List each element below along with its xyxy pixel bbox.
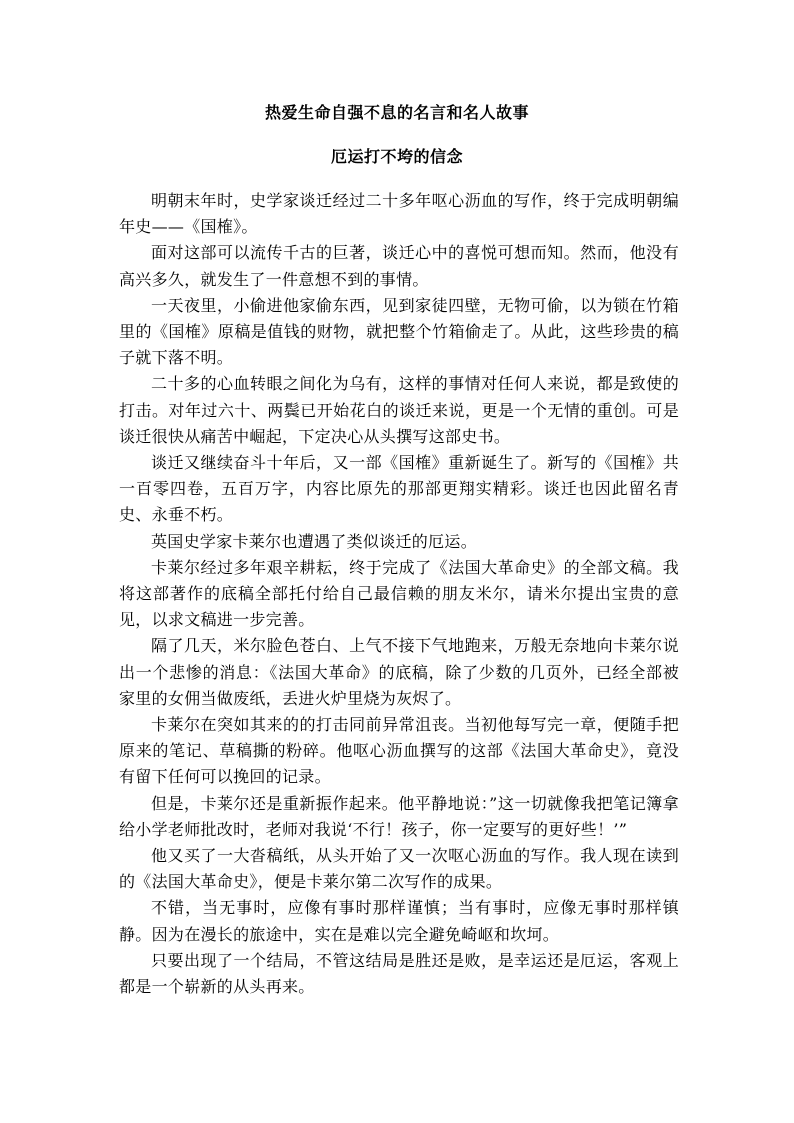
paragraph: 二十多的心血转眼之间化为乌有，这样的事情对任何人来说，都是致使的打击。对年过六十、两鬓已开始花白的谈迁来说，更是一个无情的重创。可是谈迁很快从痛苦中崛起，下定决心从头撰写这部史书。 [119, 374, 679, 446]
paragraph: 隔了几天，米尔脸色苍白、上气不接下气地跑来，万般无奈地向卡莱尔说出一个悲惨的消息：《法国大革命》的底稿，除了少数的几页外，已经全部被家里的女佣当做废纸，丢进火炉里烧为灰烬了。 [119, 636, 679, 708]
paragraph: 一天夜里，小偷进他家偷东西，见到家徒四壁，无物可偷，以为锁在竹箱里的《国榷》原稿是值钱的财物，就把整个竹箱偷走了。从此，这些珍贵的稿子就下落不明。 [119, 295, 679, 368]
paragraph: 卡莱尔在突如其来的的打击同前异常沮丧。当初他每写完一章，便随手把原来的笔记、草稿撕的粉碎。他呕心沥血撰写的这部《法国大革命史》，竟没有留下任何可以挽回的记录。 [119, 715, 679, 787]
paragraph: 明朝末年时，史学家谈迁经过二十多年呕心沥血的写作，终于完成明朝编年史——《国榷》。 [119, 191, 679, 237]
paragraph: 但是，卡莱尔还是重新振作起来。他平静地说：”这一切就像我把笔记簿拿给小学老师批改时，老师对我说‘不行！孩子，你一定要写的更好些！’” [119, 793, 679, 839]
paragraph: 英国史学家卡莱尔也遭遇了类似谈迁的厄运。 [151, 531, 478, 551]
document-body [119, 188, 679, 1000]
paragraph: 面对这部可以流传千古的巨著，谈迁心中的喜悦可想而知。然而，他没有高兴多久，就发生了一件意想不到的事情。 [119, 243, 679, 289]
paragraph: 不错，当无事时，应像有事时那样谨慎；当有事时，应像无事时那样镇静。因为在漫长的旅途中，实在是难以完全避免崎岖和坎坷。 [119, 898, 679, 944]
paragraph: 卡莱尔经过多年艰辛耕耘，终于完成了《法国大革命史》的全部文稿。我将这部著作的底稿全部托付给自己最信赖的朋友米尔，请米尔提出宝贵的意见，以求文稿进一步完善。 [119, 557, 679, 630]
paragraph: 谈迁又继续奋斗十年后，又一部《国榷》重新诞生了。新写的《国榷》共一百零四卷，五百万字，内容比原先的那部更翔实精彩。谈迁也因此留名青史、永垂不朽。 [119, 453, 679, 525]
paragraph: 只要出现了一个结局，不管这结局是胜还是败，是幸运还是厄运，客观上都是一个崭新的从头再来。 [119, 950, 679, 997]
document-title: 热爱生命自强不息的名言和名人故事 [264, 103, 529, 122]
paragraph: 他又买了一大沓稿纸，从头开始了又一次呕心沥血的写作。我人现在读到的《法国大革命史》，便是卡莱尔第二次写作的成果。 [119, 846, 679, 892]
document-subtitle: 厄运打不垮的信念 [330, 147, 463, 166]
